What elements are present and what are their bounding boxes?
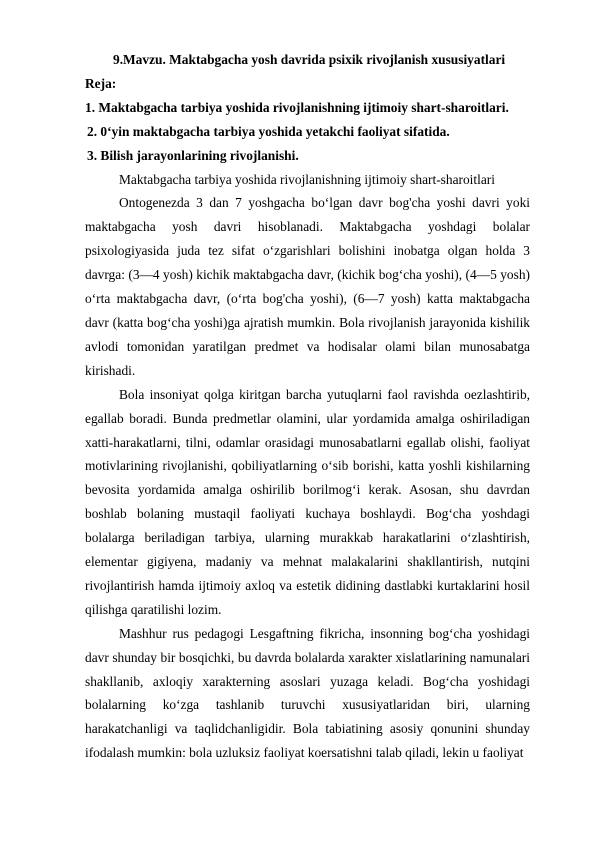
paragraph-2: Bola insoniyat qolga kiritgan barcha yutuqlarni faol ravishda oezlashtirib, egallab boradi. Bunda predmetlar olamini, ular yordamida amalga oshiriladigan xatti-harakatlarni, tilni, odamlar orasidagi munosabatlarni egallab olishi, faoliyat motivlarining rivojlanishi, qobiliyatlarning o‘sib borishi, katta yoshli kishilarning bevosita yordamida amalga oshirilib borilmog‘i kerak. Asosan, shu davrdan boshlab bolaning mustaqil faoliyati kuchaya boshlaydi. Bog‘cha yoshdagi bolalarga beriladigan tarbiya, ularning murakkab harakatlarini o‘zlashtirish, elementar gigiyena, madaniy va mehnat malakalarini shakllantirish, nutqini rivojlantirish hamda ijtimoiy axloq va estetik didining dastlabki kurtaklarini hosil qilishga qaratilishi lozim.	[85, 386, 530, 617]
paragraph-3: Mashhur rus pedagogi Lesgaftning fikricha, insonning bog‘cha yoshidagi davr shunday bir bosqichki, bu davrda bolalarda xarakter xislatlarining namunalari shakllanib, axloqiy xarakterning asoslari yuzaga keladi. Bog‘cha yoshidagi bolalarning ko‘zga tashlanib turuvchi xususiyatlaridan biri, ularning harakatchanligi va taqlidchanligidir. Bola tabiatining asosiy qonunini shunday ifodalash mumkin: bola uzluksiz faoliyat koersatishni talab qiladi, lekin u faoliyat	[85, 625, 530, 761]
paragraph-1: Ontogenezda 3 dan 7 yoshgacha bo‘lgan davr bog'cha yoshi davri yoki maktabgacha yosh davri hisoblanadi. Maktabgacha yoshdagi bolalar psixologiyasida juda tez sifat o‘zgarishlari bolishini inobatga olgan holda 3 davrga: (3—4 yosh) kichik maktabgacha davr, (kichik bog‘cha yoshi), (4—5 yosh) o‘rta maktabgacha davr, (o‘rta bog'cha yoshi), (6—7 yosh) katta maktabgacha davr (katta bog‘cha yoshi)ga ajratish mumkin. Bola rivojlanish jarayonida kishilik avlodi tomonidan yaratilgan predmet va hodisalar olami bilan munosabatga kirishadi.	[85, 195, 530, 378]
plan-item-1: 1. Maktabgacha tarbiya yoshida rivojlanishning ijtimoiy shart-sharoitlari.	[85, 99, 509, 115]
document-page	[85, 48, 530, 765]
plan-item-2: 2. 0‘yin maktabgacha tarbiya yoshida yetakchi faoliyat sifatida.	[87, 123, 450, 139]
lesson-title: 9.Mavzu. Maktabgacha yosh davrida psixik rivojlanish xususiyatlari	[113, 52, 506, 67]
section-heading: Maktabgacha tarbiya yoshida rivojlanishning ijtimoiy shart-sharoitlari	[119, 171, 495, 187]
plan-label: Reja:	[85, 75, 117, 91]
plan-item-3: 3. Bilish jarayonlarining rivojlanishi.	[87, 147, 299, 163]
